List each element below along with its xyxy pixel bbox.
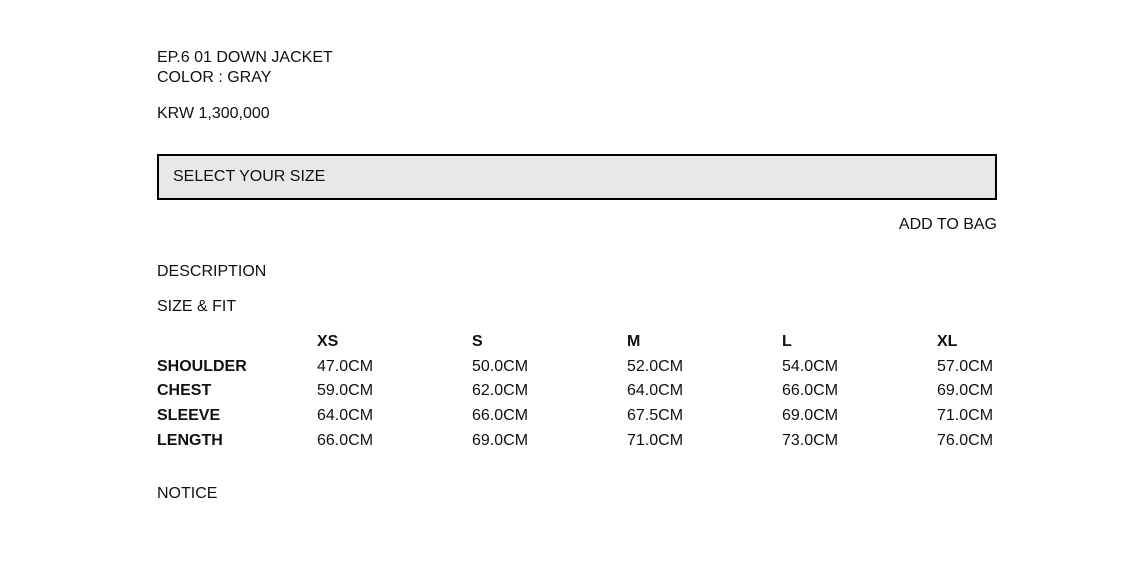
section-description-toggle[interactable]: DESCRIPTION [157, 263, 267, 280]
size-value: 76.0CM [937, 431, 994, 449]
product-color: COLOR : GRAY [157, 69, 272, 86]
size-value: 50.0CM [472, 357, 529, 375]
size-value: 62.0CM [472, 382, 529, 400]
product-title: EP.6 01 DOWN JACKET [157, 49, 333, 66]
size-value: 69.0CM [782, 407, 839, 425]
size-column-header: XS [317, 333, 339, 351]
size-value: 66.0CM [317, 431, 374, 449]
size-value: 73.0CM [782, 431, 839, 449]
size-row-label: CHEST [157, 382, 212, 400]
size-value: 64.0CM [317, 407, 374, 425]
size-value: 66.0CM [782, 382, 839, 400]
product-price: KRW 1,300,000 [157, 105, 270, 122]
size-value: 69.0CM [472, 431, 529, 449]
size-column-header: M [627, 333, 641, 351]
size-value: 71.0CM [937, 407, 994, 425]
size-value: 66.0CM [472, 407, 529, 425]
section-notice-toggle[interactable]: NOTICE [157, 485, 218, 502]
size-value: 47.0CM [317, 357, 374, 375]
size-value: 57.0CM [937, 357, 994, 375]
size-value: 52.0CM [627, 357, 684, 375]
size-select[interactable] [157, 154, 997, 200]
size-row-label: LENGTH [157, 431, 223, 449]
add-to-bag-button[interactable]: ADD TO BAG [157, 215, 997, 235]
product-header [157, 48, 333, 88]
size-column-header: XL [937, 333, 958, 351]
size-value: 69.0CM [937, 382, 994, 400]
size-select-label: SELECT YOUR SIZE [173, 168, 326, 185]
size-row-label: SHOULDER [157, 357, 247, 375]
size-value: 59.0CM [317, 382, 374, 400]
size-chart-table [157, 330, 999, 453]
size-column-header: L [782, 333, 792, 351]
size-row-label: SLEEVE [157, 407, 221, 425]
size-value: 64.0CM [627, 382, 684, 400]
section-size-fit-toggle[interactable]: SIZE & FIT [157, 298, 237, 315]
size-value: 67.5CM [627, 407, 684, 425]
size-value: 71.0CM [627, 431, 684, 449]
size-value: 54.0CM [782, 357, 839, 375]
size-column-header: S [472, 333, 483, 351]
